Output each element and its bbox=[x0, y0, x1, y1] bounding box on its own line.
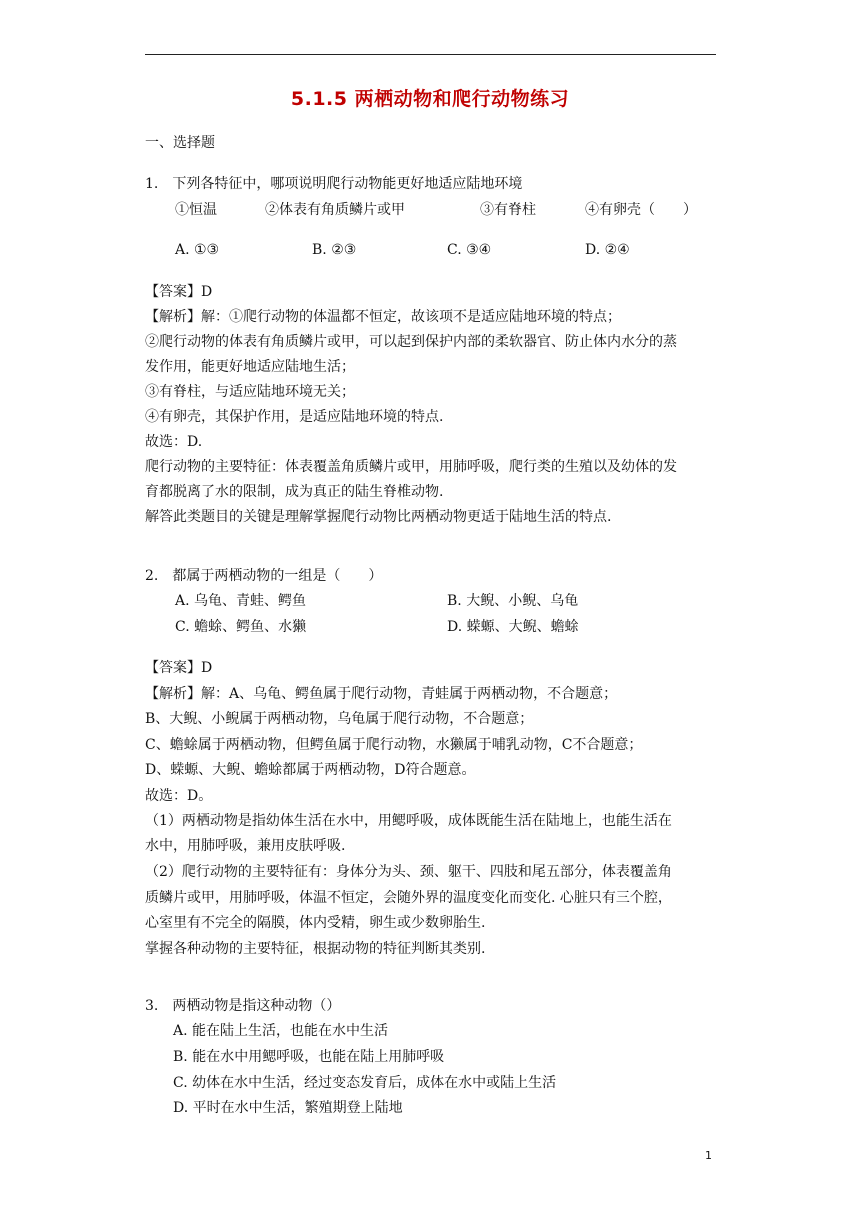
q2-answer: 【答案】D bbox=[145, 660, 213, 676]
q2-analysis-9: 质鳞片或甲，用肺呼吸，体温不恒定，会随外界的温度变化而变化. 心脏只有三个腔， bbox=[145, 890, 672, 906]
q1-analysis-2: ②爬行动物的体表有角质鳞片或甲，可以起到保护内部的柔软器官、防止体内水分的蒸 bbox=[145, 334, 677, 350]
q1-option-d: D. ②④ bbox=[585, 242, 630, 258]
q2-analysis-1: 【解析】解：A、乌龟、鳄鱼属于爬行动物，青蛙属于两栖动物，不合题意； bbox=[145, 686, 618, 702]
q1-analysis-6: 故选：D. bbox=[145, 434, 203, 450]
q1-feature-3: ③有脊柱 bbox=[480, 202, 536, 218]
q2-analysis-2: B、大鲵、小鲵属于两栖动物，乌龟属于爬行动物，不合题意； bbox=[145, 711, 534, 727]
question-3-stem: 3. 两栖动物是指这种动物（） bbox=[145, 998, 341, 1014]
q1-option-b: B. ②③ bbox=[312, 242, 357, 258]
q1-analysis-4: ③有脊柱，与适应陆地环境无关； bbox=[145, 384, 355, 400]
q1-analysis-7: 爬行动物的主要特征：体表覆盖角质鳞片或甲，用肺呼吸，爬行类的生殖以及幼体的发 bbox=[145, 459, 677, 475]
q1-answer: 【答案】D bbox=[145, 284, 213, 300]
q2-analysis-8: （2）爬行动物的主要特征有：身体分为头、颈、躯干、四肢和尾五部分，体表覆盖角 bbox=[145, 864, 672, 880]
q1-option-a: A. ①③ bbox=[175, 242, 220, 258]
q1-analysis-3: 发作用，能更好地适应陆地生活； bbox=[145, 359, 355, 375]
q1-feature-1: ①恒温 bbox=[175, 202, 217, 218]
q2-option-b: B. 大鲵、小鲵、乌龟 bbox=[447, 593, 579, 609]
q3-option-d: D. 平时在水中生活，繁殖期登上陆地 bbox=[173, 1100, 403, 1116]
q2-analysis-11: 掌握各种动物的主要特征，根据动物的特征判断其类别. bbox=[145, 941, 486, 957]
q1-analysis-1: 【解析】解：①爬行动物的体温都不恒定，故该项不是适应陆地环境的特点； bbox=[145, 309, 621, 325]
header-rule bbox=[145, 54, 716, 55]
question-1-stem: 1. 下列各特征中，哪项说明爬行动物能更好地适应陆地环境 bbox=[145, 176, 523, 192]
q2-option-d: D. 蝾螈、大鲵、蟾蜍 bbox=[447, 619, 579, 635]
q1-analysis-8: 育都脱离了水的限制，成为真正的陆生脊椎动物. bbox=[145, 484, 444, 500]
q1-feature-2: ②体表有角质鳞片或甲 bbox=[265, 202, 405, 218]
q3-option-b: B. 能在水中用鳃呼吸，也能在陆上用肺呼吸 bbox=[173, 1049, 445, 1065]
page-title: 5.1.5 两栖动物和爬行动物练习 bbox=[290, 88, 570, 110]
q1-analysis-5: ④有卵壳，其保护作用，是适应陆地环境的特点. bbox=[145, 409, 444, 425]
question-2-stem: 2. 都属于两栖动物的一组是（ ） bbox=[145, 568, 383, 584]
q1-option-c: C. ③④ bbox=[447, 242, 492, 258]
q1-analysis-9: 解答此类题目的关键是理解掌握爬行动物比两栖动物更适于陆地生活的特点. bbox=[145, 509, 612, 525]
q2-analysis-3: C、蟾蜍属于两栖动物，但鳄鱼属于爬行动物，水獭属于哺乳动物，C不合题意； bbox=[145, 737, 643, 753]
section-heading: 一、选择题 bbox=[145, 135, 215, 151]
q1-feature-4: ④有卵壳（ ） bbox=[585, 202, 697, 218]
q2-analysis-5: 故选：D。 bbox=[145, 788, 213, 804]
page-number: 1 bbox=[705, 1149, 712, 1162]
q3-option-c: C. 幼体在水中生活，经过变态发育后，成体在水中或陆上生活 bbox=[173, 1075, 557, 1091]
q2-analysis-10: 心室里有不完全的隔膜，体内受精，卵生或少数卵胎生. bbox=[145, 915, 486, 931]
q2-analysis-6: （1）两栖动物是指幼体生活在水中，用鳃呼吸，成体既能生活在陆地上，也能生活在 bbox=[145, 813, 672, 829]
q2-option-c: C. 蟾蜍、鳄鱼、水獭 bbox=[175, 619, 307, 635]
q2-analysis-7: 水中，用肺呼吸，兼用皮肤呼吸. bbox=[145, 838, 346, 854]
q2-option-a: A. 乌龟、青蛙、鳄鱼 bbox=[175, 593, 307, 609]
q2-analysis-4: D、蝾螈、大鲵、蟾蜍都属于两栖动物，D符合题意。 bbox=[145, 762, 476, 778]
q3-option-a: A. 能在陆上生活，也能在水中生活 bbox=[173, 1023, 389, 1039]
